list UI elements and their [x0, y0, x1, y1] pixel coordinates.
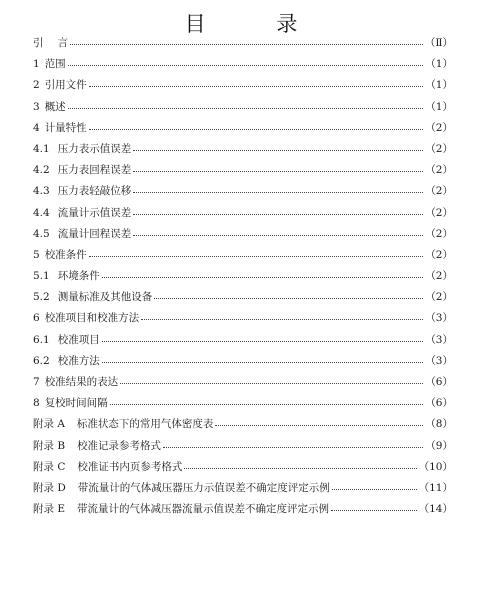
toc-entry-3[interactable]	[33, 97, 453, 118]
toc-entry-label: 压力表示值误差	[57, 142, 132, 155]
toc-entry-page: （3）	[425, 354, 453, 367]
toc-entry-7[interactable]	[33, 372, 453, 393]
toc-dot-leader	[110, 395, 424, 405]
toc-entry-number: 7	[33, 376, 40, 388]
toc-entry-2[interactable]	[33, 75, 453, 96]
toc-entry-number: 附录 B	[33, 439, 66, 452]
toc-dot-leader	[133, 226, 423, 236]
toc-dot-leader	[133, 183, 423, 193]
toc-entry-number: 附录 C	[33, 460, 66, 473]
toc-entry-number: 附录 A	[33, 418, 65, 431]
toc-entry-page: （11）	[418, 481, 453, 494]
toc-entry-number: 2	[33, 79, 40, 92]
toc-entry-label: 压力表轻敲位移	[57, 185, 132, 198]
toc-entry-5-2[interactable]	[33, 287, 453, 308]
toc-dot-leader	[133, 205, 423, 215]
toc-entry-6-2[interactable]	[33, 351, 453, 372]
toc-entry-page: （1）	[425, 79, 453, 92]
toc-entry-number: 4	[33, 121, 40, 134]
toc-dot-leader	[102, 353, 424, 363]
toc-entry-label: 计量特性	[44, 121, 87, 134]
toc-entry-page: （2）	[425, 227, 453, 240]
toc-entry-6-1[interactable]	[33, 330, 453, 351]
toc-entry-label: 校准条件	[44, 248, 87, 261]
toc-entry-number: 8	[33, 397, 40, 410]
toc-entry-label: 带流量计的气体减压器流量示值误差不确定度评定示例	[77, 503, 330, 516]
toc-entry-4-3[interactable]	[33, 181, 453, 202]
toc-entry-number: 4.5	[33, 227, 50, 240]
toc-dot-leader	[120, 374, 423, 384]
toc-dot-leader	[332, 480, 417, 490]
toc-dot-leader	[163, 438, 423, 448]
toc-entry-number: 6.1	[33, 333, 50, 346]
toc-entry-number: 6	[33, 312, 40, 325]
toc-dot-leader	[102, 332, 424, 342]
toc-entry-page: （2）	[425, 121, 453, 134]
toc-dot-leader	[141, 310, 423, 320]
toc-entry-page: （2）	[425, 270, 453, 283]
toc-entry-label: 压力表回程误差	[57, 164, 132, 177]
toc-entry-page: （2）	[425, 185, 453, 198]
toc-entry-label: 流量计回程误差	[57, 227, 132, 240]
toc-entry-number: 4.4	[33, 206, 50, 219]
toc-dot-leader	[215, 416, 423, 426]
toc-dot-leader	[89, 247, 424, 257]
toc-entry-page: （2）	[425, 142, 453, 155]
toc-entry-page: （10）	[418, 460, 453, 473]
toc-dot-leader	[102, 268, 424, 278]
toc-entry-label: 测量标准及其他设备	[57, 291, 153, 304]
toc-entry-page: （1）	[425, 58, 453, 71]
toc-dot-leader	[68, 56, 424, 66]
toc-entry-page: （2）	[425, 164, 453, 177]
toc-entry-page: （2）	[425, 248, 453, 261]
toc-entry-label: 标准状态下的常用气体密度表	[76, 418, 214, 431]
toc-entry-appendix-c[interactable]	[33, 457, 453, 478]
page-title: 目 录	[184, 12, 330, 36]
toc-entry-page: （1）	[425, 100, 453, 113]
toc-dot-leader	[70, 35, 423, 45]
toc-entry-number: 4.1	[33, 142, 50, 155]
toc-entry-4-1[interactable]	[33, 139, 453, 160]
table-of-contents	[33, 33, 453, 520]
toc-entry-label: 环境条件	[57, 270, 100, 283]
toc-dot-leader	[68, 99, 424, 109]
toc-entry-5[interactable]	[33, 245, 453, 266]
toc-entry-6[interactable]	[33, 308, 453, 329]
toc-entry-number: 附录 D	[33, 481, 66, 494]
toc-entry-label: 校准项目	[57, 333, 100, 346]
toc-entry-number: 3	[33, 100, 40, 113]
toc-dot-leader	[89, 120, 424, 130]
toc-entry-5-1[interactable]	[33, 266, 453, 287]
toc-entry-page: （3）	[425, 312, 453, 325]
toc-entry-appendix-a[interactable]	[33, 414, 453, 435]
toc-entry-page: （2）	[425, 206, 453, 219]
toc-entry-label: 校准记录参考格式	[77, 439, 162, 452]
toc-entry-page: （6）	[425, 376, 453, 388]
toc-entry-label: 校准证书内页参考格式	[77, 460, 183, 473]
toc-entry-label: 带流量计的气体减压器压力示值误差不确定度评定示例	[77, 481, 330, 494]
toc-entry-4-4[interactable]	[33, 203, 453, 224]
toc-entry-label: 校准结果的表达	[44, 376, 119, 388]
toc-entry-number: 6.2	[33, 354, 50, 367]
toc-entry-appendix-b[interactable]	[33, 436, 453, 457]
toc-entry-appendix-e[interactable]	[33, 499, 453, 520]
toc-entry-4-2[interactable]	[33, 160, 453, 181]
toc-entry-introduction[interactable]	[33, 33, 453, 54]
toc-dot-leader	[133, 162, 423, 172]
toc-entry-4[interactable]	[33, 118, 453, 139]
toc-entry-number: 4.2	[33, 164, 50, 177]
toc-entry-page: （14）	[418, 503, 453, 516]
toc-entry-number: 附录 E	[33, 503, 66, 516]
toc-entry-8[interactable]	[33, 393, 453, 414]
toc-entry-4-5[interactable]	[33, 224, 453, 245]
toc-entry-appendix-d[interactable]	[33, 478, 453, 499]
toc-entry-label: 校准方法	[57, 354, 100, 367]
toc-entry-label: 引用文件	[44, 79, 87, 92]
toc-entry-number: 1	[33, 58, 40, 71]
toc-entry-label: 概述	[44, 100, 66, 113]
toc-entry-page: （6）	[425, 397, 453, 410]
toc-entry-label: 流量计示值误差	[57, 206, 132, 219]
toc-entry-1[interactable]	[33, 54, 453, 75]
toc-entry-label: 范围	[44, 58, 66, 71]
toc-dot-leader	[331, 501, 417, 511]
toc-entry-number: 5.2	[33, 291, 50, 304]
toc-entry-label: 言	[57, 37, 68, 49]
toc-dot-leader	[184, 459, 416, 469]
toc-dot-leader	[133, 141, 423, 151]
toc-dot-leader	[89, 77, 424, 87]
toc-entry-page: （Ⅱ）	[424, 37, 453, 49]
toc-entry-number: 4.3	[33, 185, 50, 198]
toc-entry-page: （2）	[425, 291, 453, 304]
toc-entry-number: 5	[33, 248, 40, 261]
toc-entry-page: （9）	[425, 439, 453, 452]
toc-dot-leader	[154, 289, 423, 299]
toc-entry-page: （8）	[425, 418, 453, 431]
toc-entry-label: 校准项目和校准方法	[44, 312, 140, 325]
toc-entry-label: 复校时间间隔	[44, 397, 108, 410]
toc-entry-number: 5.1	[33, 270, 50, 283]
toc-entry-number: 引	[33, 37, 44, 49]
toc-entry-page: （3）	[425, 333, 453, 346]
